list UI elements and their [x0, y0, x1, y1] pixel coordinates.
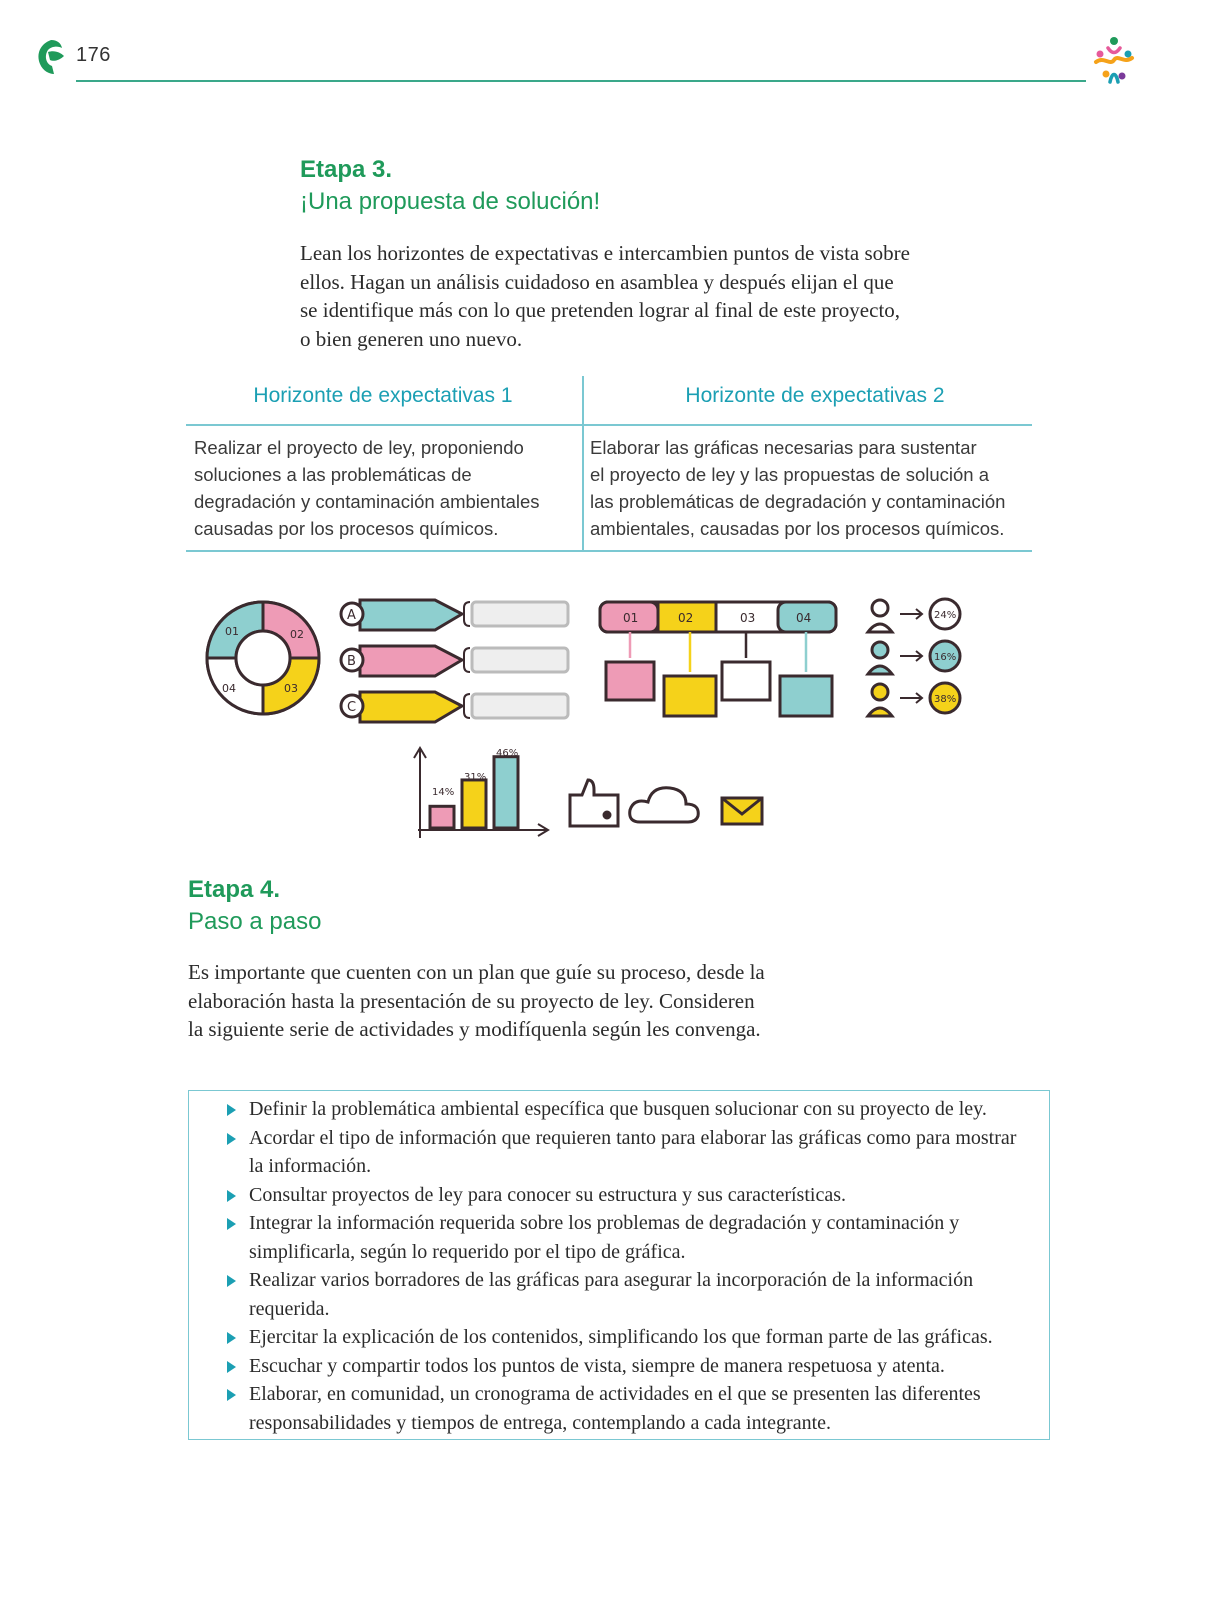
paragraph-line: la siguiente serie de actividades y modifíquenla según les convenga.: [188, 1017, 761, 1041]
bar: [494, 757, 518, 828]
envelope-icon: [722, 798, 762, 824]
timeline-label: 04: [796, 611, 812, 625]
step-line: responsabilidades y tiempos de entrega, contemplando a cada integrante.: [249, 1411, 832, 1434]
bullet-arrow-icon: [227, 1218, 236, 1230]
bullet-arrow-icon: [227, 1332, 236, 1344]
stage4-title: Etapa 4.: [188, 876, 281, 903]
horizon-2-text: [590, 434, 1005, 542]
bullet-arrow-icon: [227, 1190, 236, 1202]
bullet-arrow-icon: [227, 1133, 236, 1145]
stage4-subtitle: Paso a paso: [188, 908, 322, 935]
arrow-banner-b: [360, 646, 462, 676]
ring-label: 01: [225, 625, 239, 638]
arrow-banner-a: [360, 600, 462, 630]
steps-list: [189, 1091, 1049, 1437]
step-line: Ejercitar la explicación de los contenidos, simplificando los que forman parte de las gráficas.: [249, 1326, 993, 1348]
horizon-1-header: Horizonte de expectativas 1: [253, 384, 513, 407]
table-bottom-rule: [186, 550, 1032, 552]
bar-label: 31%: [464, 772, 487, 783]
timeline-label: 02: [678, 611, 694, 625]
step-item: [189, 1124, 1049, 1181]
horizon-1-text: [194, 434, 540, 542]
horizons-table: [186, 376, 1032, 552]
stage3-subtitle: ¡Una propuesta de solución!: [300, 188, 601, 215]
cell-line: las problemáticas de degradación y contaminación: [590, 491, 1006, 512]
step-line: Acordar el tipo de información que requieren tanto para elaborar las gráficas como para mostrar: [249, 1126, 1017, 1149]
step-line: Escuchar y compartir todos los puntos de vista, siempre de manera respetuosa y atenta.: [249, 1354, 945, 1377]
percent-label: 24%: [934, 610, 957, 621]
timeline-label: 03: [740, 611, 756, 625]
step-item: [189, 1266, 1049, 1323]
leaf-icon: [34, 38, 68, 76]
cloud-icon: [630, 788, 699, 822]
bullet-arrow-icon: [227, 1361, 236, 1373]
step-line: Consultar proyectos de ley para conocer su estructura y sus características.: [249, 1183, 846, 1206]
table-divider: [186, 424, 1032, 426]
step-line: Elaborar, en comunidad, un cronograma de actividades en el que se presenten las diferentes: [249, 1383, 981, 1405]
paragraph-line: se identifique más con lo que pretenden lograr al final de este proyecto,: [300, 298, 901, 322]
ring-label: 03: [284, 682, 298, 695]
paragraph-line: Es importante que cuenten con un plan que guíe su proceso, desde la: [188, 960, 765, 984]
step-line: Definir la problemática ambiental específica que busquen solucionar con su proyecto de ley.: [249, 1098, 987, 1120]
step-line: Realizar varios borradores de las gráficas para asegurar la incorporación de la información: [249, 1269, 974, 1291]
step-line: requerida.: [249, 1297, 330, 1320]
step-line: simplificarla, según lo requerido por el tipo de gráfica.: [249, 1240, 686, 1263]
bar: [430, 806, 454, 828]
paragraph-line: o bien generen uno nuevo.: [300, 326, 523, 351]
step-item: [189, 1181, 1049, 1210]
ring-label: 02: [290, 628, 304, 641]
cell-line: el proyecto de ley y las propuestas de solución a: [590, 464, 990, 485]
table-column-divider: [582, 376, 584, 552]
cell-line: Realizar el proyecto de ley, proponiendo: [194, 437, 524, 458]
bar: [462, 780, 486, 828]
cell-line: ambientales, causadas por los procesos químicos.: [590, 518, 1005, 539]
arrow-banner-c: [360, 692, 462, 722]
step-item: [189, 1095, 1049, 1124]
bar-label: 14%: [432, 787, 455, 798]
paragraph-line: elaboración hasta la presentación de su proyecto de ley. Consideren: [188, 988, 755, 1013]
bar-label: 46%: [496, 748, 519, 759]
cycle-ring-icon: [207, 602, 319, 714]
horizon-2-header: Horizonte de expectativas 2: [685, 384, 945, 407]
percent-label: 16%: [934, 652, 957, 663]
steps-box: [188, 1090, 1050, 1440]
page-number: 176: [76, 44, 111, 66]
step-line: la información.: [249, 1155, 372, 1177]
step-item: [189, 1352, 1049, 1381]
step-item: [189, 1380, 1049, 1437]
stage3-title: Etapa 3.: [300, 156, 393, 183]
ring-label: 04: [222, 682, 236, 695]
paragraph-line: ellos. Hagan un análisis cuidadoso en asamblea y después elijan el que: [300, 269, 894, 294]
percent-label: 38%: [934, 694, 957, 705]
stage4-paragraph: [188, 958, 765, 1044]
cell-line: degradación y contaminación ambientales: [194, 491, 540, 512]
cell-line: causadas por los procesos químicos.: [194, 518, 499, 539]
timeline-label: 01: [623, 611, 639, 625]
bullet-arrow-icon: [227, 1104, 236, 1116]
thumbs-up-icon: [570, 780, 618, 826]
community-logo-icon: [1086, 32, 1142, 88]
arrow-label: B: [347, 654, 356, 669]
step-item: [189, 1323, 1049, 1352]
stage3-paragraph: [300, 239, 910, 353]
cell-line: Elaborar las gráficas necesarias para sustentar: [590, 437, 977, 458]
arrow-label: A: [347, 608, 356, 623]
header-rule: [76, 80, 1086, 82]
bullet-arrow-icon: [227, 1275, 236, 1287]
bullet-arrow-icon: [227, 1389, 236, 1401]
arrow-label: C: [347, 700, 357, 715]
paragraph-line: Lean los horizontes de expectativas e intercambien puntos de vista sobre: [300, 241, 910, 265]
step-item: [189, 1209, 1049, 1266]
step-line: Integrar la información requerida sobre los problemas de degradación y contaminación y: [249, 1212, 960, 1234]
cell-line: soluciones a las problemáticas de: [194, 464, 472, 485]
infographic-illustration: [200, 590, 1000, 860]
